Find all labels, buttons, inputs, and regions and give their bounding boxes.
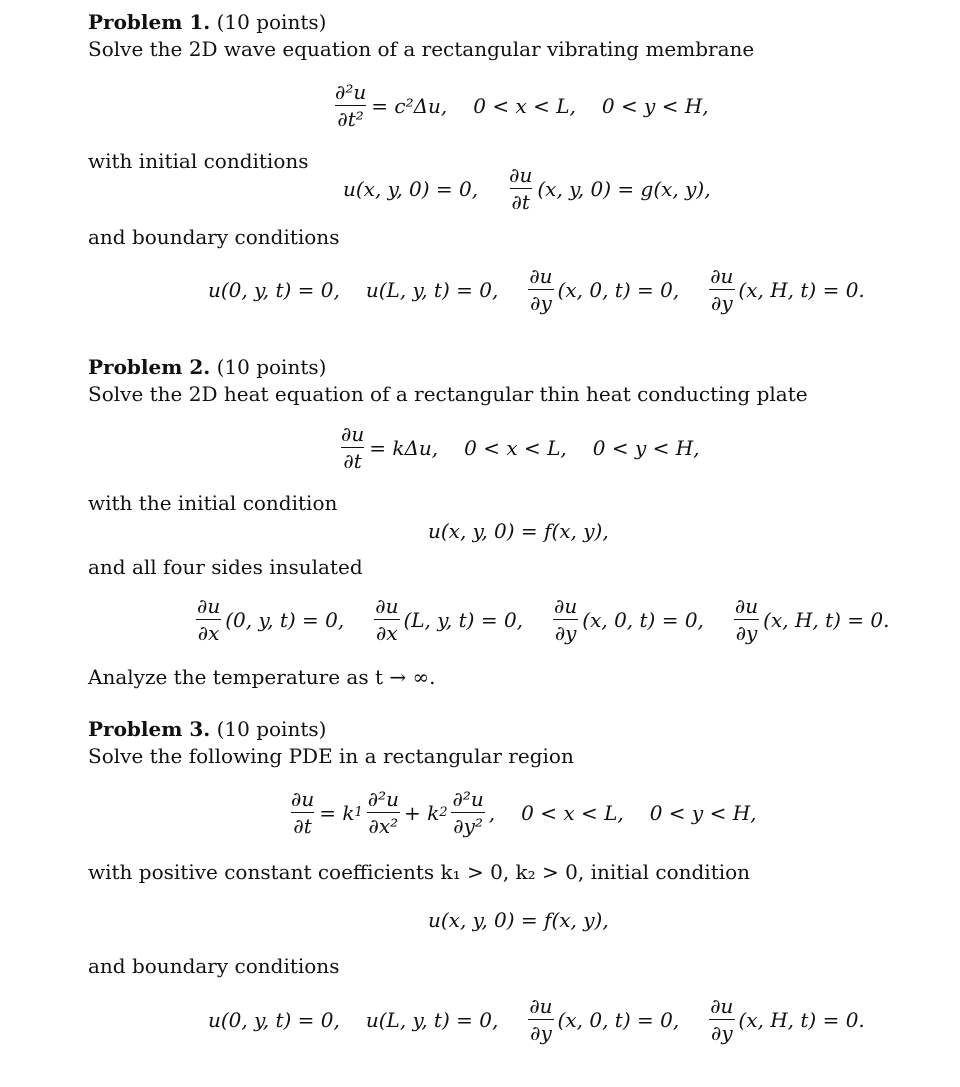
domain-x: 0 < x < L,	[521, 800, 624, 825]
problem-2-initial-condition: u(x, y, 0) = f(x, y),	[428, 519, 609, 543]
problem-3-intro: Solve the following PDE in a rectangular region	[88, 744, 574, 768]
fraction: $\frac{\partial u}{\partial x}$	[197, 594, 221, 645]
problem-2-boundary-label: and all four sides insulated	[88, 555, 363, 579]
problem-3-heading: Problem 3.	[88, 717, 211, 741]
fraction: $\frac{\partial u}{\partial y}$	[734, 594, 759, 645]
problem-1-boundary-conditions: u(0, y, t) = 0, u(L, y, t) = 0, $\frac{\partial u}{\partial y}$ (x, 0, t) = 0, $\frac{\partial u}{\partial y}$ (x, H, t) = 0.	[208, 264, 865, 315]
domain-x: 0 < x < L,	[464, 435, 567, 460]
fraction: $\frac{\partial u}{\partial t}$	[509, 163, 533, 214]
problem-2-analysis: Analyze the temperature as t → ∞.	[88, 665, 436, 689]
fraction: $\frac{\text{∂²u}}{\text{∂y²}}$	[452, 787, 484, 838]
problem-2-heading: Problem 2.	[88, 355, 211, 379]
fraction: $\frac{\partial u}{\partial x}$	[375, 594, 399, 645]
problem-2-initial-label: with the initial condition	[88, 491, 338, 515]
domain-y: 0 < y < H,	[649, 800, 757, 825]
problem-3-pde: $\frac{\partial u}{\partial t}$ = k 1 $\frac{\text{∂²u}}{\text{∂x²}}$ + k 2 $\frac{\text{∂²u}}{\text{∂y²}}$ , 0 < x < L, 0 < y < H,	[291, 787, 757, 838]
problem-3-header	[88, 719, 326, 739]
problem-3-coefficients: with positive constant coefficients k₁ > 0, k₂ > 0, initial condition	[88, 860, 751, 884]
problem-2-heat-equation	[336, 424, 700, 471]
fraction: $\frac{\partial u}{\partial y}$	[529, 994, 553, 1045]
problem-1-wave-equation	[330, 82, 709, 129]
fraction: $\frac{\partial u}{\partial t}$	[291, 787, 315, 838]
problem-1-heading: Problem 1.	[88, 10, 211, 34]
problem-2-intro: Solve the 2D heat equation of a rectangular thin heat conducting plate	[88, 382, 808, 406]
problem-2-points: (10 points)	[216, 355, 327, 379]
fraction: $\frac{\partial u}{\partial y}$	[710, 994, 734, 1045]
fraction: $\frac{\partial u}{\partial y}$	[529, 264, 553, 315]
fraction: $\frac{\partial u}{\partial t}$	[341, 422, 365, 473]
equation-rhs: = kΔu,	[369, 435, 439, 460]
problem-3-points: (10 points)	[216, 717, 327, 741]
problem-1-boundary-label: and boundary conditions	[88, 225, 340, 249]
fraction: $\frac{\text{∂²u}}{\text{∂t²}}$	[335, 80, 367, 131]
problem-1-initial-label: with initial conditions	[88, 149, 309, 173]
fraction: $\frac{\text{∂²u}}{\text{∂x²}}$	[367, 787, 399, 838]
equation-rhs: = c²Δu,	[371, 93, 448, 118]
fraction: $\frac{\partial u}{\partial y}$	[710, 264, 734, 315]
problem-3-boundary-label: and boundary conditions	[88, 954, 340, 978]
problem-2-boundary-conditions: $\frac{\partial u}{\partial x}$ (0, y, t) = 0, $\frac{\partial u}{\partial x}$ (L, y, t) = 0, $\frac{\partial u}{\partial y}$ (x, 0, t) = 0, $\frac{\partial u}{\partial y}$ (x, H, t) = 0.	[197, 594, 890, 645]
problem-3-initial-condition: u(x, y, 0) = f(x, y),	[428, 908, 609, 932]
domain-x: 0 < x < L,	[473, 93, 576, 118]
problem-3-boundary-conditions: u(0, y, t) = 0, u(L, y, t) = 0, $\frac{\partial u}{\partial y}$ (x, 0, t) = 0, $\frac{\partial u}{\partial y}$ (x, H, t) = 0.	[208, 994, 865, 1045]
problem-1-header	[88, 12, 326, 32]
domain-y: 0 < y < H,	[592, 435, 700, 460]
fraction: $\frac{\partial u}{\partial y}$	[554, 594, 578, 645]
problem-1-intro: Solve the 2D wave equation of a rectangular vibrating membrane	[88, 37, 755, 61]
problem-1-points: (10 points)	[216, 10, 327, 34]
problem-2-header	[88, 357, 326, 377]
problem-1-initial-conditions: u(x, y, 0) = 0, $\frac{\partial u}{\partial t}$ (x, y, 0) = g(x, y),	[343, 163, 711, 214]
domain-y: 0 < y < H,	[601, 93, 709, 118]
